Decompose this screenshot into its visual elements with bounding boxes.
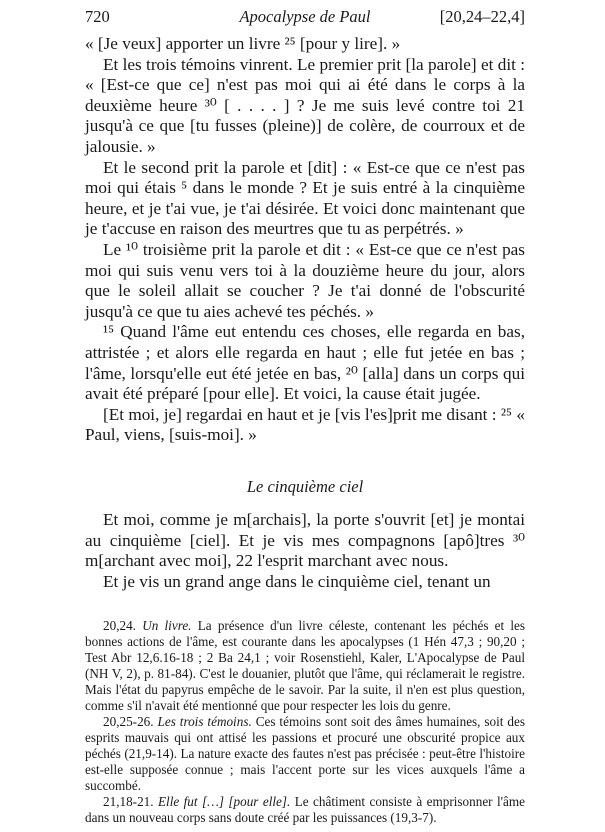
- note-text: La présence d'un livre céleste, contenant les péchés et les bonnes actions de l'âme, est courante dans les apocalypses (1 Hén 47,3 ; 90,20 ; Test Abr 12,6.16-18 ; 2 Ba 24,1 ; voir Rosenstiehl, Kaler, L'Apocalypse de Paul (NH V, 2), p. 81-84). C'est le douanier, plutôt que l'âme, qui réclamerait le registre. Mais l'état du papyrus empêche de le savoir. Par la suite, il n'en est plus question, comme s'il n'avait été mentionné que pour respecter les lois du genre.: [85, 618, 526, 713]
- section-text: [85, 510, 525, 592]
- note-ref: 20,25-26.: [103, 714, 154, 729]
- note-text: Ces témoins sont soit des âmes humaines, soit des esprits mauvais qui ont attisé les passions et procuré une obscurité propice aux péchés (21,9-14). La nature exacte des fautes n'est pas précisée : peut-être l'histoire est-elle supposée connue ; mais l'accent porte sur les vices auxquels l'âme a succombé.: [85, 714, 525, 793]
- paragraph: Et je vis un grand ange dans le cinquième ciel, tenant un: [103, 571, 491, 591]
- note-lemma: Un livre.: [142, 618, 192, 633]
- section-reference: [20,24–22,4]: [439, 7, 525, 26]
- note-ref: 21,18-21.: [103, 794, 154, 809]
- page-number: 720: [85, 7, 110, 26]
- running-title: Apocalypse de Paul: [239, 7, 371, 26]
- footnotes: [85, 618, 525, 826]
- paragraph: Le ¹⁰ troisième prit la parole et dit : « Est-ce que ce n'est pas moi qui suis venu vers toi à la douzième heure du jour, alors que le soleil allait se coucher ? Je t'ai donné de l'obscurité jusqu'à ce que tu aies achevé tes péchés. »: [85, 239, 525, 321]
- footnote: [85, 618, 525, 714]
- section-heading: Le cinquième ciel: [246, 477, 364, 496]
- paragraph: Et moi, comme je m[archais], la porte s'ouvrit [et] je montai au cinquième [ciel]. Et je vis mes compagnons [apô]tres ³⁰ m[archant avec moi], 22 l'esprit marchant avec nous.: [85, 510, 525, 571]
- note-ref: 20,24.: [103, 618, 136, 633]
- footnote: [85, 714, 525, 794]
- paragraph: Et le second prit la parole et [dit] : « Est-ce que ce n'est pas moi qui étais ⁵ dans le monde ? Et je suis entré à la cinquième heure, et je t'ai vue, je t'ai désirée. Et voici donc maintenant que je t'accuse en raison des meurtres que tu as perpétrés. »: [85, 157, 525, 239]
- paragraph: [Et moi, je] regardai en haut et je [vis l'es]prit me disant : ²⁵ « Paul, viens, [suis-moi]. »: [85, 404, 525, 445]
- footnote: [85, 794, 525, 826]
- paragraph: Et les trois témoins vinrent. Le premier prit [la parole] et dit : « [Est-ce que ce] n'est pas moi qui ai été dans le corps à la deuxième heure ³⁰ [ . . . . ] ? Je me suis levé contre toi 21 jusqu'à ce que [tu fusses (pleine)] de colère, de courroux et de jalousie. »: [85, 54, 525, 156]
- paragraph: « [Je veux] apporter un livre ²⁵ [pour y lire]. »: [85, 34, 401, 53]
- note-lemma: Elle fut […] [pour elle].: [157, 794, 291, 809]
- running-header: [85, 6, 525, 28]
- note-lemma: Les trois témoins.: [157, 714, 252, 729]
- note-text: Le châtiment consiste à emprisonner l'âme dans un nouveau corps sans doute créé par les puissances (19,3-7).: [85, 794, 525, 825]
- main-text: [85, 34, 525, 446]
- paragraph: ¹⁵ Quand l'âme eut entendu ces choses, elle regarda en bas, attristée ; et alors elle regarda en haut ; elle fut jetée en bas ; l'âme, lorsqu'elle eut été jetée en bas, ²⁰ [alla] dans un corps qui avait été préparé [pour elle]. Et voici, la cause était jugée.: [85, 322, 525, 404]
